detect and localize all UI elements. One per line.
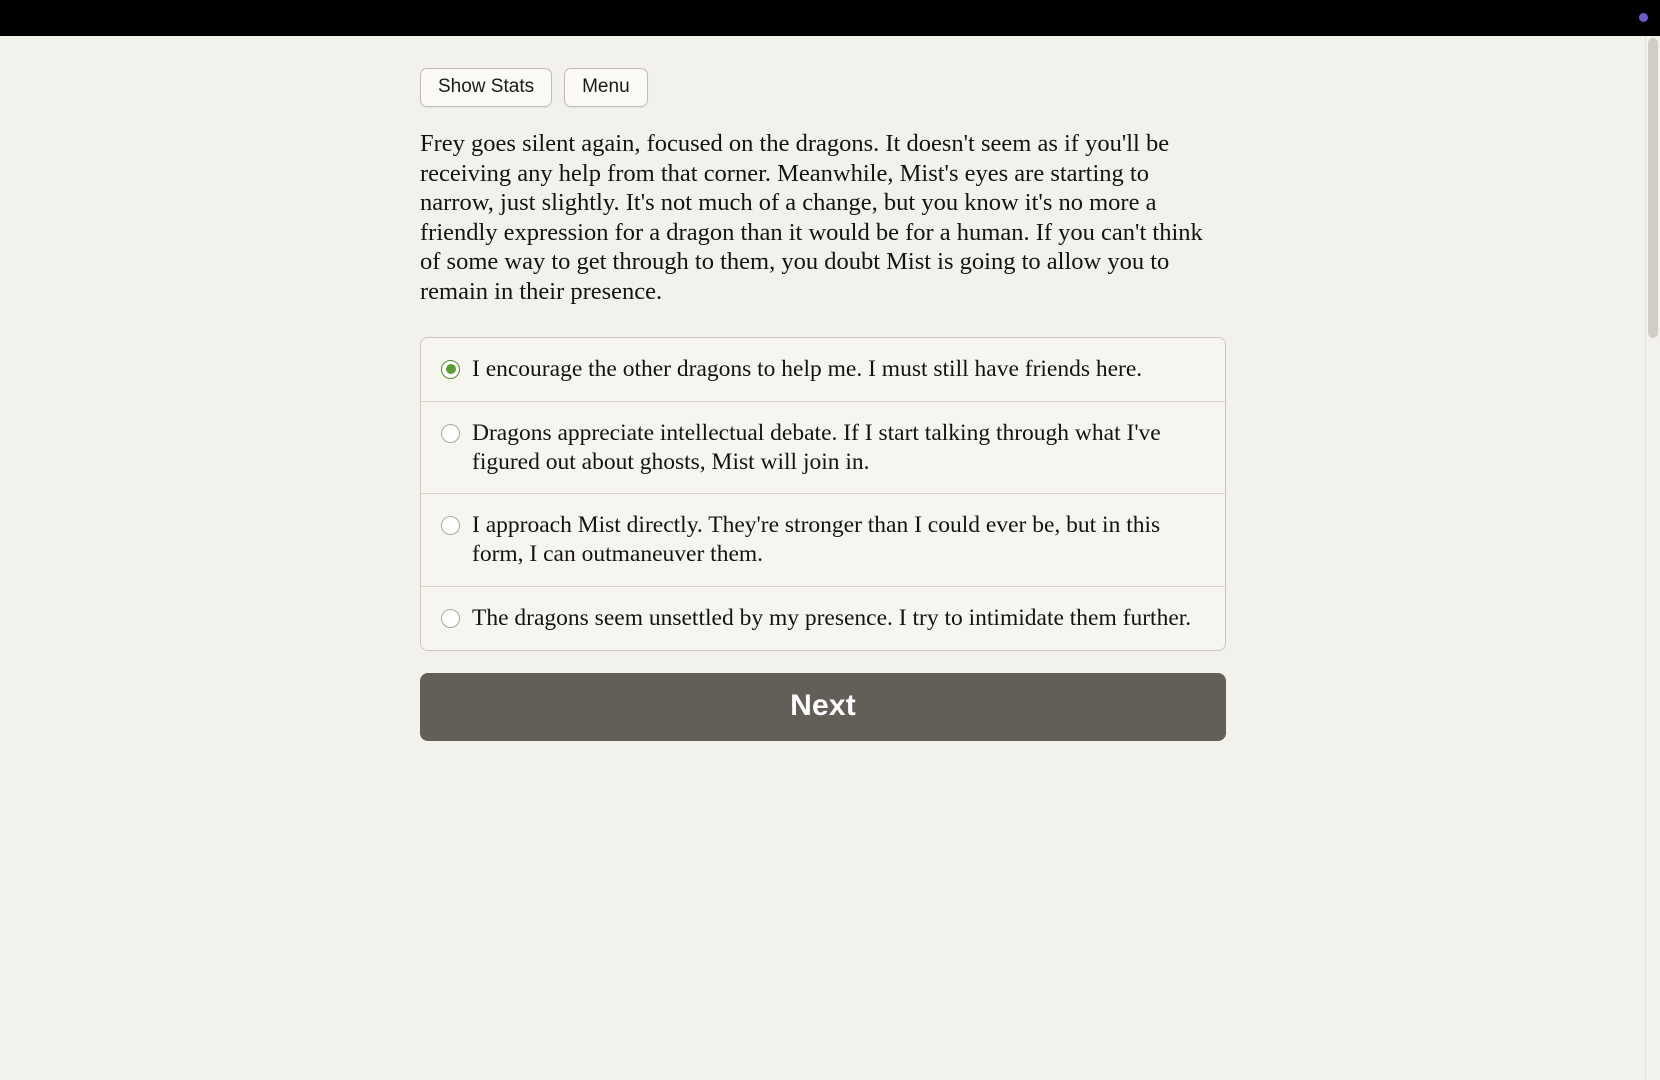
radio-icon-2[interactable]	[441, 424, 460, 443]
choice-label-4: The dragons seem unsettled by my presence. I try to intimidate them further.	[472, 605, 1192, 632]
browser-topbar	[0, 0, 1660, 36]
radio-icon-3[interactable]	[441, 516, 460, 535]
choice-option-2[interactable]	[421, 402, 1225, 495]
page-scrollbar[interactable]	[1645, 36, 1660, 1080]
radio-icon-4[interactable]	[441, 609, 460, 628]
choice-list	[420, 337, 1226, 651]
story-text: Frey goes silent again, focused on the dragons. It doesn't seem as if you'll be receiving any help from that corner. Meanwhile, Mist's eyes are starting to narrow, just slightly. It's not much of a change, but you know it's no more a friendly expression for a dragon than it would be for a human. If you can't think of some way to get through to them, you doubt Mist is going to allow you to remain in their presence.	[420, 129, 1203, 306]
choice-label-3: I approach Mist directly. They're stronger than I could ever be, but in this form, I can outmaneuver them.	[472, 512, 1161, 568]
choice-label-2: Dragons appreciate intellectual debate. If I start talking through what I've figured out about ghosts, Mist will join in.	[472, 419, 1161, 475]
page-scrollbar-thumb[interactable]	[1648, 38, 1658, 338]
game-content	[420, 68, 1226, 741]
toolbar	[420, 68, 1226, 107]
choice-label-1: I encourage the other dragons to help me. I must still have friends here.	[472, 355, 1143, 382]
radio-icon-1[interactable]	[441, 360, 460, 379]
menu-button[interactable]: Menu	[564, 68, 648, 107]
recording-dot-icon	[1639, 13, 1648, 22]
game-page	[0, 36, 1660, 1080]
choice-option-3[interactable]	[421, 494, 1225, 587]
next-button[interactable]: Next	[420, 673, 1226, 741]
choice-option-1[interactable]	[421, 338, 1225, 402]
show-stats-button[interactable]: Show Stats	[420, 68, 552, 107]
choice-option-4[interactable]	[421, 587, 1225, 650]
